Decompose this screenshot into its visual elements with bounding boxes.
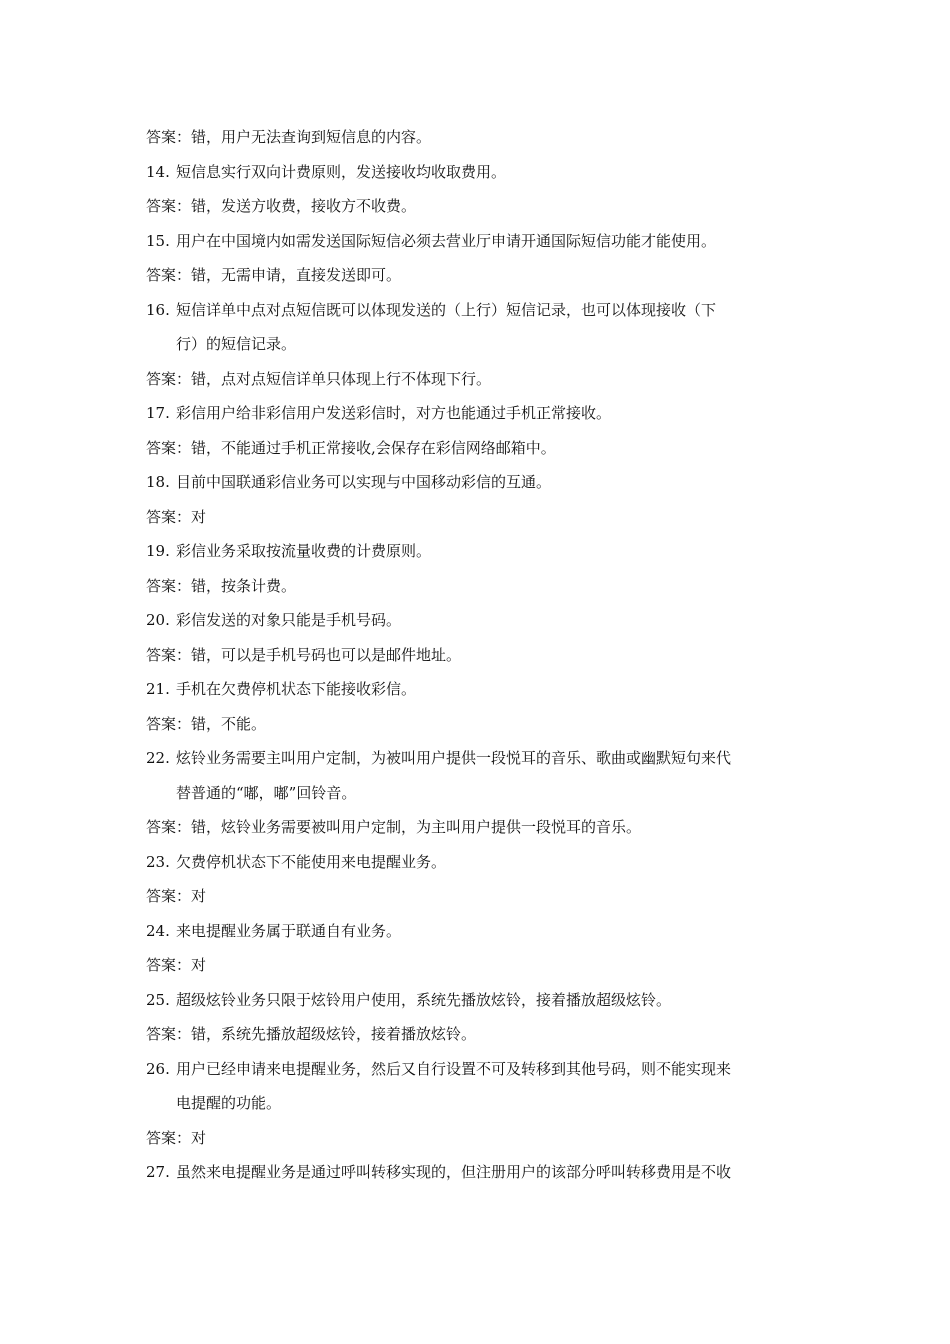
question-line [146,538,818,573]
document-body [146,124,818,1194]
question-line [146,918,818,953]
question-number: 21. [146,680,170,698]
question-line [146,676,818,711]
question-text: 用户在中国境内如需发送国际短信必须去营业厅申请开通国际短信功能才能使用。 [176,231,717,250]
answer-line: 答案：错，炫铃业务需要被叫用户定制，为主叫用户提供一段悦耳的音乐。 [146,818,642,836]
answer-line: 答案：对 [146,887,207,905]
answer-line: 答案：错，按条计费。 [146,576,297,595]
question-number: 18. [146,473,170,491]
question-text: 彩信用户给非彩信用户发送彩信时，对方也能通过手机正常接收。 [176,404,612,422]
question-line [146,1056,818,1091]
question-text: 用户已经申请来电提醒业务，然后又自行设置不可及转移到其他号码，则不能实现来 [176,1059,732,1078]
answer-line: 答案：错，系统先播放超级炫铃，接着播放炫铃。 [146,1025,477,1043]
question-line [146,849,818,884]
question-number: 16. [146,300,170,319]
question-text: 目前中国联通彩信业务可以实现与中国移动彩信的互通。 [176,473,552,491]
question-text: 手机在欠费停机状态下能接收彩信。 [176,680,417,698]
question-line [146,1159,818,1194]
question-number: 17. [146,404,170,422]
question-text: 彩信业务采取按流量收费的计费原则。 [176,542,432,560]
question-continuation: 行）的短信记录。 [176,335,297,353]
answer-line: 答案：错，不能。 [146,714,267,733]
question-text: 欠费停机状态下不能使用来电提醒业务。 [176,852,447,871]
question-text: 来电提醒业务属于联通自有业务。 [176,921,402,940]
question-line [146,159,818,194]
question-number: 22. [146,749,170,767]
question-number: 27. [146,1163,170,1181]
answer-line: 答案：错，无需申请，直接发送即可。 [146,266,402,284]
question-text: 彩信发送的对象只能是手机号码。 [176,611,402,629]
question-text: 短信详单中点对点短信既可以体现发送的（上行）短信记录，也可以体现接收（下 [176,300,717,319]
question-line [146,469,818,504]
answer-line: 答案：对 [146,1128,207,1147]
question-line [146,400,818,435]
question-text: 虽然来电提醒业务是通过呼叫转移实现的，但注册用户的该部分呼叫转移费用是不收 [176,1163,732,1181]
answer-line: 答案：错，不能通过手机正常接收,会保存在彩信网络邮箱中。 [146,438,556,457]
question-number: 23. [146,852,170,871]
question-text: 炫铃业务需要主叫用户定制，为被叫用户提供一段悦耳的音乐、歌曲或幽默短句来代 [176,749,732,767]
question-line [146,745,818,780]
question-text: 超级炫铃业务只限于炫铃用户使用，系统先播放炫铃，接着播放超级炫铃。 [176,990,672,1009]
answer-line: 答案：错，点对点短信详单只体现上行不体现下行。 [146,369,492,388]
question-line [146,297,818,332]
answer-line: 答案：对 [146,956,207,974]
question-number: 19. [146,542,170,560]
question-line [146,607,818,642]
answer-line: 答案：错，可以是手机号码也可以是邮件地址。 [146,645,462,664]
question-line [146,987,818,1022]
answer-line: 答案：错，发送方收费，接收方不收费。 [146,197,417,215]
answer-line: 答案：对 [146,507,207,526]
question-number: 20. [146,611,170,629]
question-number: 25. [146,990,170,1009]
question-continuation: 替普通的“嘟，嘟”回铃音。 [176,783,357,802]
question-line [146,228,818,263]
question-continuation: 电提醒的功能。 [176,1094,282,1112]
question-number: 26. [146,1059,170,1078]
question-number: 14. [146,162,170,181]
question-number: 24. [146,921,170,940]
answer-line: 答案：错，用户无法查询到短信息的内容。 [146,128,432,146]
question-text: 短信息实行双向计费原则，发送接收均收取费用。 [176,162,507,181]
question-number: 15. [146,231,170,250]
